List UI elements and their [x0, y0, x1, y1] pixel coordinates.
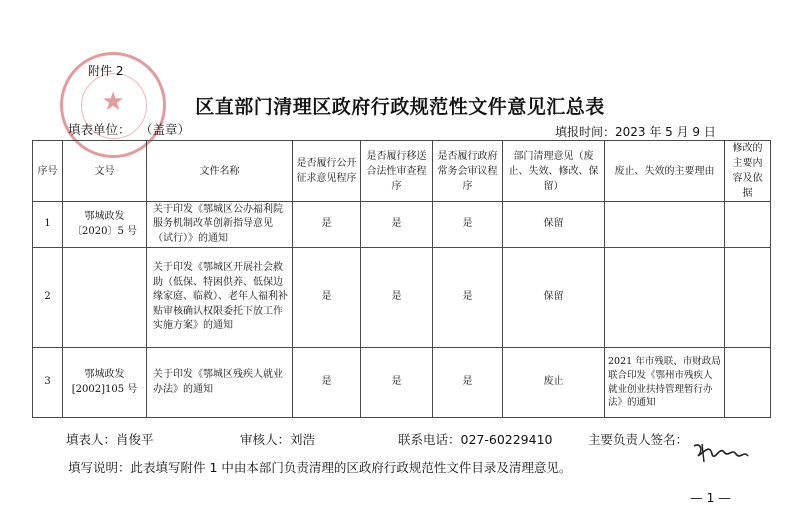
cell-opinion: 废止 [503, 348, 605, 418]
page-number: — 1 — [690, 490, 731, 505]
table-row [33, 348, 771, 418]
cell-reason: 2021 年市残联、市财政局联合印发《鄂州市残疾人就业创业扶持管理暂行办法》的通知 [605, 348, 725, 418]
cell-public: 是 [293, 248, 361, 348]
cell-seq: 1 [33, 202, 63, 248]
cell-public: 是 [293, 202, 361, 248]
cell-doc-no: 鄂城政发[2002]105 号 [63, 348, 147, 418]
cell-reason [605, 248, 725, 348]
header-opinion: 部门清理意见（废止、失效、修改、保留） [503, 141, 605, 202]
unit-value: （盖章） [140, 122, 191, 137]
header-revision: 修改的主要内容及依据 [725, 141, 771, 202]
unit-label: 填表单位： [68, 122, 131, 137]
header-name: 文件名称 [147, 141, 293, 202]
contact-phone: 联系电话：027-60229410 [398, 432, 553, 447]
fill-instructions: 填写说明：此表填写附件 1 中由本部门负责清理的区政府行政规范性文件目录及清理意见。 [68, 460, 572, 475]
cell-public: 是 [293, 348, 361, 418]
cell-legal: 是 [361, 248, 433, 348]
table-row [33, 202, 771, 248]
cell-opinion: 保留 [503, 248, 605, 348]
cell-reason [605, 202, 725, 248]
document-title: 区直部门清理区政府行政规范性文件意见汇总表 [195, 96, 605, 118]
cell-name: 关于印发《鄂城区公办福利院服务机制改革创新指导意见（试行）》的通知 [147, 202, 293, 248]
cell-legal: 是 [361, 348, 433, 418]
handwritten-signature [690, 440, 750, 466]
cell-seq: 3 [33, 348, 63, 418]
cell-exec: 是 [433, 202, 503, 248]
cell-doc-no: 鄂城政发〔2020〕5 号 [63, 202, 147, 248]
attachment-label: 附件 2 [88, 64, 124, 78]
header-reason: 废止、失效的主要理由 [605, 141, 725, 202]
cell-exec: 是 [433, 248, 503, 348]
cell-revise [725, 202, 771, 248]
header-legal-review: 是否履行移送合法性审查程序 [361, 141, 433, 202]
summary-table [32, 140, 771, 418]
table-header-row [33, 141, 771, 202]
header-public-comment: 是否履行公开征求意见程序 [293, 141, 361, 202]
table-row [33, 248, 771, 348]
filler-name: 填表人：肖俊平 [66, 432, 154, 447]
cell-legal: 是 [361, 202, 433, 248]
report-date: 填报时间：2023 年 5 月 9 日 [555, 125, 716, 139]
cell-revise [725, 248, 771, 348]
seal-star-icon: ★ [101, 87, 125, 117]
header-executive-review: 是否履行政府常务会审议程序 [433, 141, 503, 202]
chief-signature-label: 主要负责人签名： [588, 432, 689, 447]
cell-seq: 2 [33, 248, 63, 348]
cell-exec: 是 [433, 348, 503, 418]
header-doc-no: 文号 [63, 141, 147, 202]
header-seq: 序号 [33, 141, 63, 202]
reviewer-name: 审核人：刘浩 [240, 432, 316, 447]
cell-opinion: 保留 [503, 202, 605, 248]
cell-name: 关于印发《鄂城区开展社会救助（低保、特困供养、低保边缘家庭、临救）、老年人福利补贴审核确认权限委托下放工作实施方案》的通知 [147, 248, 293, 348]
cell-doc-no [63, 248, 147, 348]
cell-revise [725, 348, 771, 418]
cell-name: 关于印发《鄂城区残疾人就业办法》的通知 [147, 348, 293, 418]
